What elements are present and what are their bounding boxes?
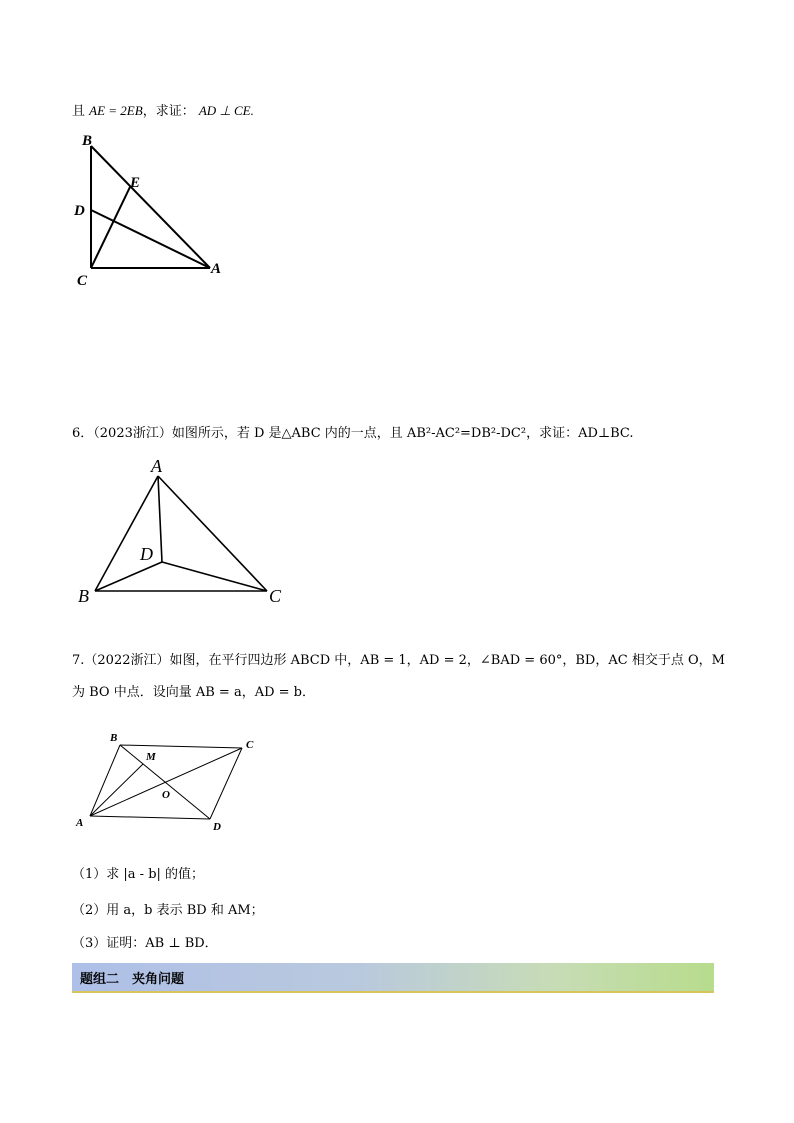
label-a: A	[151, 456, 162, 476]
q6-statement: 6．（2023浙江）如图所示，若 D 是△ABC 内的一点，且 AB²-AC²=DB²-DC²，求证：AD⊥BC.	[72, 426, 634, 441]
label-o: O	[162, 789, 170, 801]
label-a: A	[211, 261, 222, 277]
segment-ac	[158, 476, 267, 591]
q7-sub2: （2）用 a，b 表示 BD 和 AM；	[72, 903, 264, 918]
label-c: C	[77, 273, 88, 289]
segment-bc	[120, 745, 242, 748]
segment-ad	[90, 816, 210, 819]
q7-sub1: （1）求 |a - b| 的值；	[72, 867, 205, 882]
label-b: B	[110, 732, 118, 744]
q7-statement-line1: 7.（2022浙江）如图，在平行四边形 ABCD 中，AB = 1，AD = 2，∠BAD = 60°，BD，AC 相交于点 O，M	[72, 653, 725, 668]
q5-statement	[72, 102, 254, 121]
figure-q6-triangle	[70, 452, 300, 610]
segment-da	[91, 210, 210, 268]
section-banner	[72, 963, 714, 993]
segment-dc	[162, 562, 267, 591]
label-e: E	[130, 175, 141, 191]
segment-ce	[91, 187, 130, 268]
segment-db	[95, 562, 162, 591]
label-d: D	[140, 544, 153, 564]
segment-ab	[90, 745, 120, 816]
label-c: C	[269, 586, 282, 606]
label-b: B	[78, 586, 89, 606]
label-d: D	[213, 821, 221, 833]
q5-condition: AE = 2EB	[89, 103, 143, 118]
q5-goal: AD ⊥ CE.	[198, 103, 254, 118]
label-c: C	[246, 739, 254, 751]
label-m: M	[146, 751, 156, 763]
label-a: A	[76, 817, 84, 829]
q5-prefix: 且	[72, 104, 86, 119]
segment-ab	[95, 476, 158, 591]
section-title: 题组二 夹角问题	[80, 972, 185, 987]
segment-ad	[158, 476, 162, 562]
q5-sep: ，求证：	[142, 104, 195, 119]
segment-dc	[210, 748, 242, 819]
figure-q7-parallelogram	[70, 728, 270, 838]
q7-statement-line2: 为 BO 中点．设向量 AB = a，AD = b．	[72, 685, 315, 700]
diagonal-bd	[120, 745, 210, 819]
segment-ba	[91, 146, 210, 268]
label-d: D	[74, 203, 85, 219]
diagonal-ac	[90, 748, 242, 816]
segment-am	[90, 764, 143, 816]
figure-q5-triangle	[60, 125, 240, 295]
label-b: B	[82, 133, 93, 149]
q7-sub3: （3）证明：AB ⊥ BD．	[72, 936, 218, 951]
